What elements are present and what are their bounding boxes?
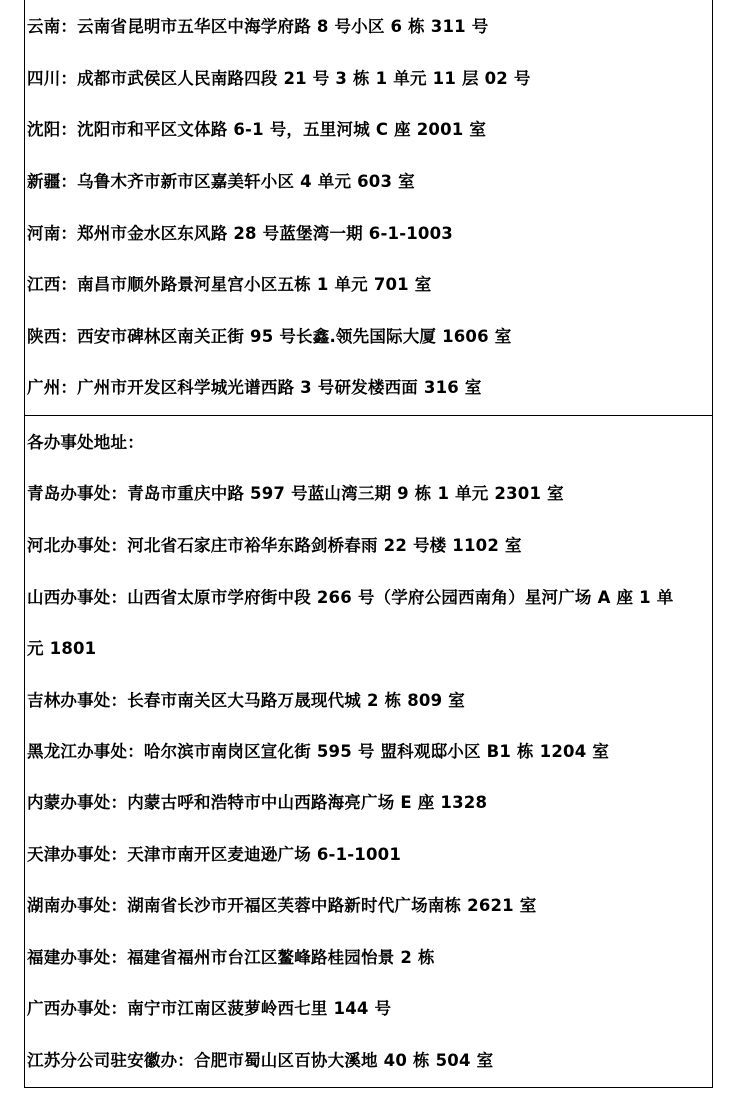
office-line-shanxi: 山西办事处：山西省太原市学府街中段 266 号（学府公园西南角）星河广场 A 座 1 单 <box>27 588 674 607</box>
office-line-jiangsu-anhui: 江苏分公司驻安徽办：合肥市蜀山区百协大溪地 40 栋 504 室 <box>27 1051 494 1070</box>
office-line-jilin: 吉林办事处：长春市南关区大马路万晟现代城 2 栋 809 室 <box>27 691 465 710</box>
address-line-guangzhou: 广州：广州市开发区科学城光谱西路 3 号研发楼西面 316 室 <box>27 378 482 397</box>
address-line-xinjiang: 新疆：乌鲁木齐市新市区嘉美轩小区 4 单元 603 室 <box>27 172 415 191</box>
office-line-hunan: 湖南办事处：湖南省长沙市开福区芙蓉中路新时代广场南栋 2621 室 <box>27 896 537 915</box>
office-line-tianjin: 天津办事处：天津市南开区麦迪逊广场 6-1-1001 <box>27 845 402 864</box>
office-section-heading: 各办事处地址： <box>27 433 144 452</box>
office-line-qingdao: 青岛办事处：青岛市重庆中路 597 号蓝山湾三期 9 栋 1 单元 2301 室 <box>27 484 564 503</box>
office-line-heilongjiang: 黑龙江办事处：哈尔滨市南岗区宣化街 595 号 盟科观邸小区 B1 栋 1204 室 <box>27 742 610 761</box>
regional-addresses-section <box>25 0 712 416</box>
address-line-sichuan: 四川：成都市武侯区人民南路四段 21 号 3 栋 1 单元 11 层 02 号 <box>27 69 531 88</box>
office-line-hebei: 河北办事处：河北省石家庄市裕华东路剑桥春雨 22 号楼 1102 室 <box>27 536 522 555</box>
address-table <box>24 0 713 1088</box>
address-line-jiangxi: 江西：南昌市顺外路景河星宫小区五栋 1 单元 701 室 <box>27 275 432 294</box>
address-line-shaanxi: 陕西：西安市碑林区南关正街 95 号长鑫.领先国际大厦 1606 室 <box>27 327 512 346</box>
office-line-fujian: 福建办事处：福建省福州市台江区鳌峰路桂园怡景 2 栋 <box>27 948 435 967</box>
office-line-shanxi-continued: 元 1801 <box>27 639 97 658</box>
address-line-yunnan: 云南：云南省昆明市五华区中海学府路 8 号小区 6 栋 311 号 <box>27 17 489 36</box>
office-line-neimeng: 内蒙办事处：内蒙古呼和浩特市中山西路海亮广场 E 座 1328 <box>27 793 488 812</box>
office-line-guangxi: 广西办事处：南宁市江南区菠萝岭西七里 144 号 <box>27 999 392 1018</box>
address-line-henan: 河南：郑州市金水区东风路 28 号蓝堡湾一期 6-1-1003 <box>27 224 453 243</box>
address-line-shenyang: 沈阳：沈阳市和平区文体路 6-1 号，五里河城 C 座 2001 室 <box>27 120 487 139</box>
